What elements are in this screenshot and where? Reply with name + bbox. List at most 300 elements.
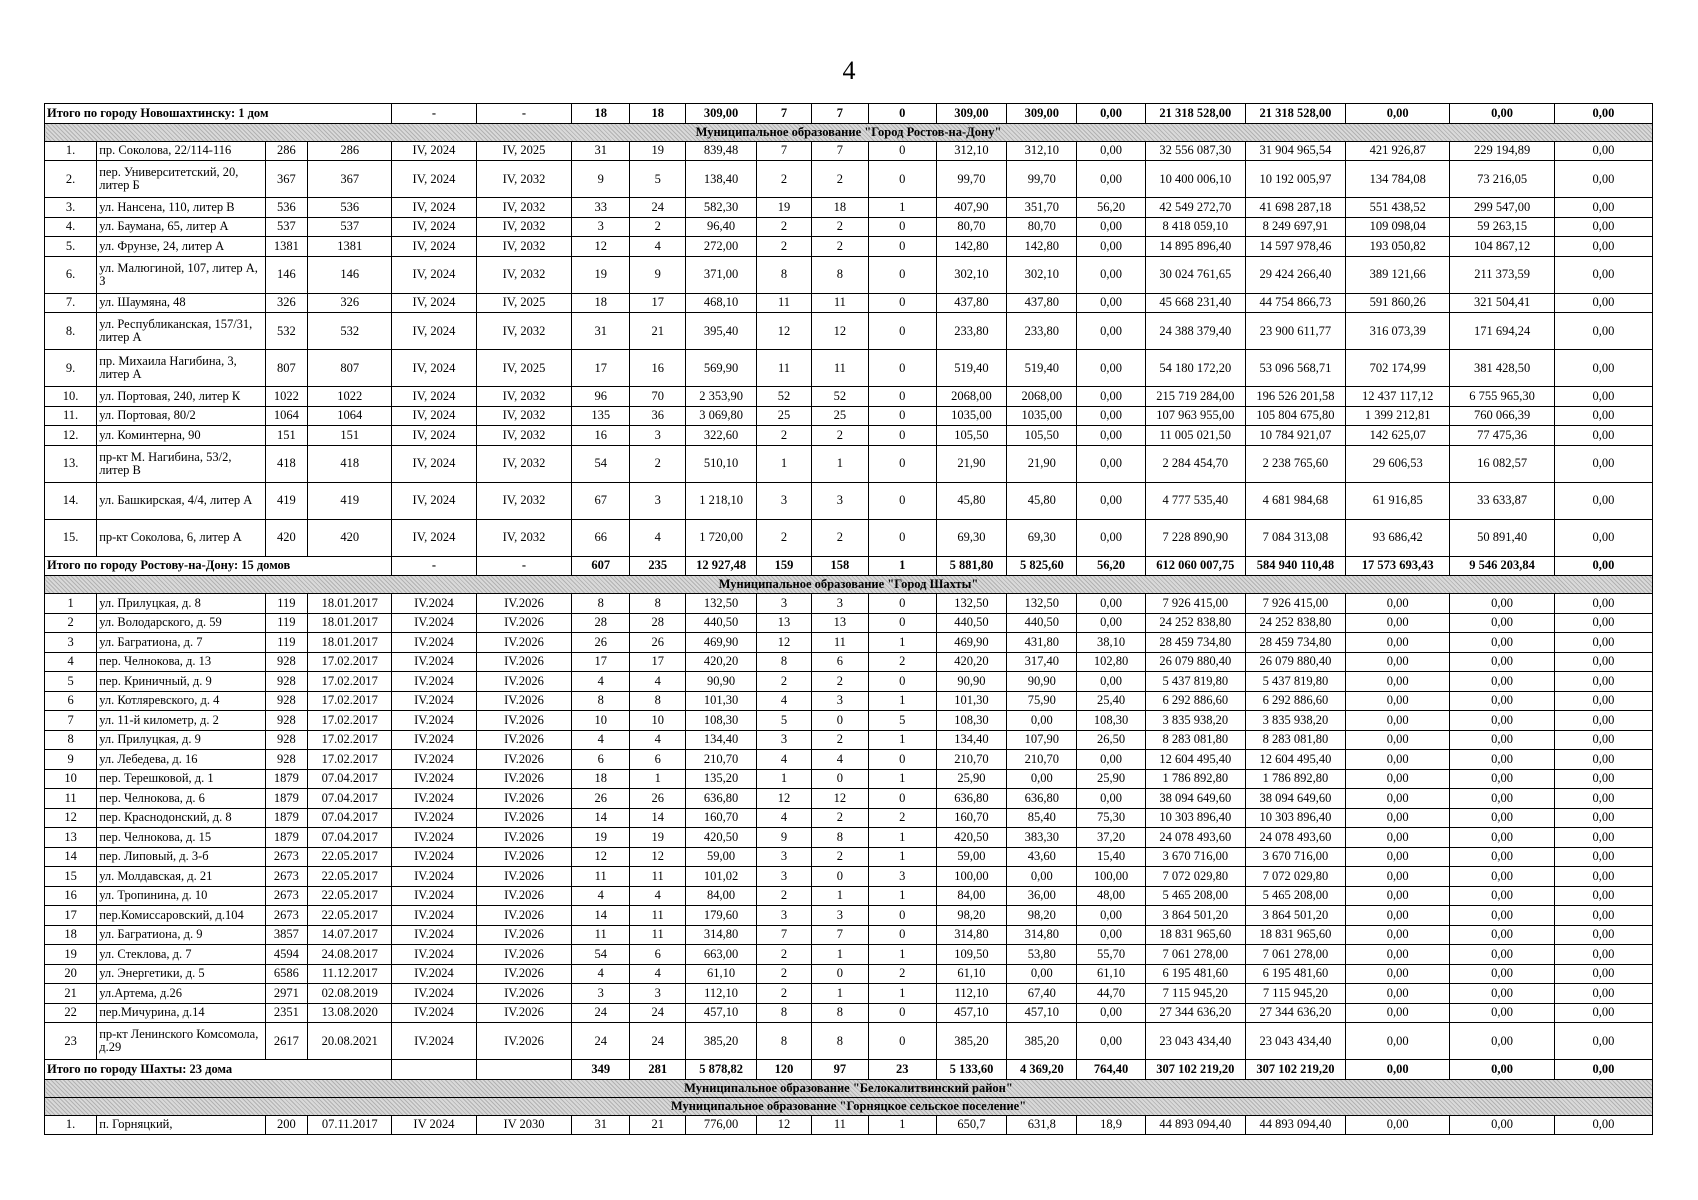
table-cell: IV.2026 (476, 984, 572, 1004)
table-cell: 2673 (265, 886, 308, 906)
table-cell: 272,00 (686, 237, 756, 257)
table-cell: 469,90 (686, 633, 756, 653)
table-cell: IV.2024 (392, 769, 476, 789)
table-cell: 0 (868, 141, 936, 161)
table-cell: 1879 (265, 789, 308, 809)
table-cell: 0,00 (1345, 1023, 1449, 1060)
table-cell: 26 (572, 789, 630, 809)
table-cell: 0,00 (1077, 350, 1145, 387)
total-cell: 0,00 (1077, 104, 1145, 124)
table-cell: 0,00 (1345, 769, 1449, 789)
table-cell: 636,80 (936, 789, 1006, 809)
table-cell: 0 (868, 519, 936, 556)
table-cell: 367 (265, 161, 308, 198)
table-cell: 1879 (265, 828, 308, 848)
table-row (45, 633, 1653, 653)
table-cell: IV 2024 (392, 1115, 476, 1135)
table-cell: 19 (572, 828, 630, 848)
table-cell: 4 (812, 750, 868, 770)
total-cell: 18 (572, 104, 630, 124)
table-cell: 54 180 172,20 (1145, 350, 1245, 387)
house-address: ул. 11-й километр, д. 2 (97, 711, 265, 731)
table-cell: 160,70 (936, 808, 1006, 828)
table-cell: 8 (629, 691, 685, 711)
house-address: пер. Челнокова, д. 13 (97, 652, 265, 672)
table-cell: 0,00 (1345, 613, 1449, 633)
table-cell: 0,00 (1554, 217, 1652, 237)
table-cell: 2 (629, 445, 685, 482)
house-address: ул. Коминтерна, 90 (97, 426, 265, 446)
table-cell: 457,10 (1007, 1003, 1077, 1023)
table-cell: 8 (812, 1023, 868, 1060)
table-cell: 0,00 (1007, 711, 1077, 731)
table-cell: 13.08.2020 (308, 1003, 392, 1023)
total-label: Итого по городу Ростову-на-Дону: 15 домов (45, 556, 392, 576)
table-cell: 0,00 (1077, 217, 1145, 237)
table-cell: 1 399 212,81 (1345, 406, 1449, 426)
table-cell: 44 893 094,40 (1145, 1115, 1245, 1135)
table-cell: 28 (629, 613, 685, 633)
table-cell: 19 (756, 198, 811, 218)
table-cell: 8 (812, 1003, 868, 1023)
table-cell: 537 (308, 217, 392, 237)
table-cell: 23 900 611,77 (1245, 313, 1345, 350)
section-header-row (45, 1079, 1653, 1097)
total-cell: 0 (868, 104, 936, 124)
table-cell: 28 459 734,80 (1245, 633, 1345, 653)
table-cell: 132,50 (686, 594, 756, 614)
table-cell: 0 (868, 482, 936, 519)
total-cell: 0,00 (1450, 1060, 1554, 1080)
house-address: пер. Криничный, д. 9 (97, 672, 265, 692)
table-cell: 3 (629, 426, 685, 446)
table-cell: IV, 2024 (392, 161, 476, 198)
table-cell: 1 (868, 633, 936, 653)
house-address: ул. Прилуцкая, д. 9 (97, 730, 265, 750)
table-cell: 12 437 117,12 (1345, 387, 1449, 407)
table-cell: 0,00 (1450, 925, 1554, 945)
table-cell: 0 (812, 964, 868, 984)
table-cell: 1 (868, 691, 936, 711)
table-cell: 0,00 (1554, 313, 1652, 350)
table-cell: 75,90 (1007, 691, 1077, 711)
house-address: ул. Республиканская, 157/31, литер А (97, 313, 265, 350)
row-number: 6 (45, 691, 97, 711)
table-cell: 5 (756, 711, 811, 731)
row-number: 16 (45, 886, 97, 906)
table-cell: 11 (812, 293, 868, 313)
table-cell: 6 195 481,60 (1245, 964, 1345, 984)
table-cell: 420,50 (936, 828, 1006, 848)
table-cell: 1064 (265, 406, 308, 426)
table-cell: 53,80 (1007, 945, 1077, 965)
row-number: 12. (45, 426, 97, 446)
total-cell (392, 1060, 476, 1080)
table-cell: 928 (265, 691, 308, 711)
table-cell: 24 252 838,80 (1245, 613, 1345, 633)
table-cell: 31 904 965,54 (1245, 141, 1345, 161)
table-cell: 1 (868, 945, 936, 965)
table-cell: 0,00 (1554, 828, 1652, 848)
table-cell: 11 (756, 350, 811, 387)
table-cell: 59 263,15 (1450, 217, 1554, 237)
table-cell: 314,80 (936, 925, 1006, 945)
table-cell: 24 (572, 1023, 630, 1060)
total-cell: 12 927,48 (686, 556, 756, 576)
table-cell: 312,10 (936, 141, 1006, 161)
table-cell: 0,00 (1554, 945, 1652, 965)
table-cell: 3 (756, 730, 811, 750)
table-cell: 2 (812, 847, 868, 867)
table-cell: IV, 2024 (392, 387, 476, 407)
table-cell: 760 066,39 (1450, 406, 1554, 426)
table-cell: 31 (572, 313, 630, 350)
table-cell: 431,80 (1007, 633, 1077, 653)
table-cell: 6 755 965,30 (1450, 387, 1554, 407)
table-cell: 14 (572, 906, 630, 926)
table-cell: 3857 (265, 925, 308, 945)
table-cell: 11 (629, 867, 685, 887)
total-cell: 307 102 219,20 (1145, 1060, 1245, 1080)
table-cell: 02.08.2019 (308, 984, 392, 1004)
table-cell: 37,20 (1077, 828, 1145, 848)
table-cell: 56,20 (1077, 198, 1145, 218)
house-address: ул. Тропинина, д. 10 (97, 886, 265, 906)
table-cell: 0,00 (1345, 652, 1449, 672)
table-cell: 0,00 (1554, 293, 1652, 313)
table-cell: 54 (572, 445, 630, 482)
house-address: ул. Башкирская, 4/4, литер А (97, 482, 265, 519)
table-cell: 381 428,50 (1450, 350, 1554, 387)
table-cell: 8 (756, 1003, 811, 1023)
table-cell: 4 (572, 964, 630, 984)
table-cell: 519,40 (1007, 350, 1077, 387)
table-cell: 28 459 734,80 (1145, 633, 1245, 653)
table-cell: IV, 2032 (476, 237, 572, 257)
table-cell: 0,00 (1077, 519, 1145, 556)
table-cell: 07.04.2017 (308, 789, 392, 809)
table-cell: 135 (572, 406, 630, 426)
table-cell: IV, 2032 (476, 161, 572, 198)
table-cell: 52 (756, 387, 811, 407)
table-cell: 0 (868, 445, 936, 482)
table-cell: 11 (572, 925, 630, 945)
table-cell: 0 (868, 906, 936, 926)
table-cell: 302,10 (1007, 256, 1077, 293)
table-cell: 12 (629, 847, 685, 867)
table-cell: 93 686,42 (1345, 519, 1449, 556)
total-cell: 56,20 (1077, 556, 1145, 576)
row-number: 23 (45, 1023, 97, 1060)
table-cell: 179,60 (686, 906, 756, 926)
table-cell: IV, 2024 (392, 313, 476, 350)
total-cell: 0,00 (1450, 104, 1554, 124)
table-cell: 07.04.2017 (308, 828, 392, 848)
table-cell: 54 (572, 945, 630, 965)
section-title: Муниципальное образование "Город Шахты" (45, 576, 1653, 594)
table-row (45, 1115, 1653, 1135)
table-cell: 102,80 (1077, 652, 1145, 672)
table-cell: 9 (756, 828, 811, 848)
table-cell: 100,00 (936, 867, 1006, 887)
row-number: 15. (45, 519, 97, 556)
table-cell: 3 (756, 594, 811, 614)
house-address: пер.Мичурина, д.14 (97, 1003, 265, 1023)
table-cell: 316 073,39 (1345, 313, 1449, 350)
table-cell: 26 (629, 633, 685, 653)
table-cell: 0 (812, 867, 868, 887)
table-cell: 0,00 (1554, 886, 1652, 906)
table-row (45, 789, 1653, 809)
table-row (45, 847, 1653, 867)
total-row (45, 556, 1653, 576)
table-cell: 11 (629, 906, 685, 926)
table-cell: 0,00 (1450, 730, 1554, 750)
table-cell: 0,00 (1345, 925, 1449, 945)
total-cell: 0,00 (1345, 1060, 1449, 1080)
table-cell: 6 292 886,60 (1145, 691, 1245, 711)
table-cell: 420,20 (686, 652, 756, 672)
table-cell: 2673 (265, 867, 308, 887)
table-cell: 0 (868, 161, 936, 198)
table-cell: 1 (868, 847, 936, 867)
table-cell: 11 (756, 293, 811, 313)
total-cell (476, 1060, 572, 1080)
house-address: ул. Портовая, 240, литер К (97, 387, 265, 407)
table-cell: IV.2024 (392, 886, 476, 906)
table-cell: 1879 (265, 769, 308, 789)
table-cell: 0,00 (1450, 711, 1554, 731)
table-cell: 32 556 087,30 (1145, 141, 1245, 161)
table-cell: 18 (572, 293, 630, 313)
table-cell: 5 (629, 161, 685, 198)
total-cell: 5 878,82 (686, 1060, 756, 1080)
table-cell: 18.01.2017 (308, 613, 392, 633)
table-cell: 7 (756, 925, 811, 945)
table-cell: 8 (812, 828, 868, 848)
table-cell: 1 (868, 984, 936, 1004)
table-cell: 0,00 (1007, 867, 1077, 887)
table-cell: 326 (265, 293, 308, 313)
table-cell: IV, 2032 (476, 426, 572, 446)
table-cell: 193 050,82 (1345, 237, 1449, 257)
house-address: ул. Портовая, 80/2 (97, 406, 265, 426)
table-cell: 25 (812, 406, 868, 426)
table-cell: 11 005 021,50 (1145, 426, 1245, 446)
table-cell: 84,00 (936, 886, 1006, 906)
table-cell: 90,90 (936, 672, 1006, 692)
table-cell: 14 597 978,46 (1245, 237, 1345, 257)
table-cell: 7 061 278,00 (1145, 945, 1245, 965)
table-cell: 4 (629, 672, 685, 692)
table-cell: 1 (812, 886, 868, 906)
table-cell: 510,10 (686, 445, 756, 482)
table-cell: 20.08.2021 (308, 1023, 392, 1060)
table-cell: 16 082,57 (1450, 445, 1554, 482)
table-cell: 8 (812, 256, 868, 293)
total-cell: 5 825,60 (1007, 556, 1077, 576)
table-cell: IV.2026 (476, 886, 572, 906)
table-cell: 8 (756, 256, 811, 293)
table-cell: IV.2026 (476, 964, 572, 984)
section-header-row (45, 576, 1653, 594)
table-cell: IV, 2024 (392, 293, 476, 313)
table-cell: 4 (756, 808, 811, 828)
total-label: Итого по городу Новошахтинску: 1 дом (45, 104, 392, 124)
table-cell: 0,00 (1077, 672, 1145, 692)
table-cell: 50 891,40 (1450, 519, 1554, 556)
table-cell: 0,00 (1077, 445, 1145, 482)
table-cell: 420,20 (936, 652, 1006, 672)
table-cell: 21,90 (1007, 445, 1077, 482)
row-number: 1 (45, 594, 97, 614)
table-cell: 0,00 (1345, 730, 1449, 750)
table-cell: 108,30 (936, 711, 1006, 731)
table-cell: 25 (756, 406, 811, 426)
table-cell: IV.2026 (476, 652, 572, 672)
house-address: п. Горняцкий, (97, 1115, 265, 1135)
table-cell: 24 (629, 1003, 685, 1023)
table-cell: 0,00 (1077, 906, 1145, 926)
table-cell: 100,00 (1077, 867, 1145, 887)
table-cell: 14 (572, 808, 630, 828)
table-cell: 3 (812, 691, 868, 711)
table-cell: 0,00 (1077, 750, 1145, 770)
table-cell: 3 (812, 906, 868, 926)
table-cell: 10 (629, 711, 685, 731)
table-cell: 119 (265, 594, 308, 614)
table-cell: 437,80 (936, 293, 1006, 313)
table-cell: 0,00 (1554, 672, 1652, 692)
row-number: 4 (45, 652, 97, 672)
table-cell: 8 283 081,80 (1145, 730, 1245, 750)
table-cell: 0,00 (1554, 198, 1652, 218)
table-cell: 7 072 029,80 (1145, 867, 1245, 887)
table-cell: 2068,00 (936, 387, 1006, 407)
table-cell: IV.2026 (476, 906, 572, 926)
house-address: ул. Багратиона, д. 9 (97, 925, 265, 945)
table-cell: 07.04.2017 (308, 769, 392, 789)
table-cell: 702 174,99 (1345, 350, 1449, 387)
table-cell: IV.2026 (476, 789, 572, 809)
table-cell: IV.2024 (392, 828, 476, 848)
table-cell: 0,00 (1450, 633, 1554, 653)
table-cell: 0,00 (1345, 906, 1449, 926)
table-row (45, 594, 1653, 614)
table-cell: 928 (265, 672, 308, 692)
table-cell: 469,90 (936, 633, 1006, 653)
table-cell: 2 (812, 161, 868, 198)
table-cell: 0,00 (1077, 925, 1145, 945)
table-cell: 0,00 (1450, 1023, 1554, 1060)
table-cell: 7 084 313,08 (1245, 519, 1345, 556)
table-cell: 99,70 (936, 161, 1006, 198)
table-cell: 61,10 (1077, 964, 1145, 984)
table-cell: 75,30 (1077, 808, 1145, 828)
table-cell: 3 835 938,20 (1245, 711, 1345, 731)
table-cell: 6 (629, 750, 685, 770)
table-cell: 36 (629, 406, 685, 426)
table-cell: 2 (868, 652, 936, 672)
table-cell: 0,00 (1554, 519, 1652, 556)
table-cell: 0,00 (1345, 847, 1449, 867)
row-number: 1. (45, 1115, 97, 1135)
table-cell: 104 867,12 (1450, 237, 1554, 257)
table-cell: 26 (629, 789, 685, 809)
house-address: ул. Малюгиной, 107, литер А, З (97, 256, 265, 293)
table-cell: 418 (265, 445, 308, 482)
table-cell: 0,00 (1345, 808, 1449, 828)
row-number: 2 (45, 613, 97, 633)
table-cell: 13 (812, 613, 868, 633)
table-cell: 109 098,04 (1345, 217, 1449, 237)
table-cell: 0,00 (1007, 769, 1077, 789)
table-cell: 0,00 (1077, 406, 1145, 426)
table-cell: 151 (265, 426, 308, 446)
table-cell: 0 (868, 594, 936, 614)
table-cell: 1 (868, 828, 936, 848)
table-cell: 26 (572, 633, 630, 653)
table-cell: IV 2030 (476, 1115, 572, 1135)
table-cell: 7 115 945,20 (1245, 984, 1345, 1004)
table-cell: 312,10 (1007, 141, 1077, 161)
total-cell: 307 102 219,20 (1245, 1060, 1345, 1080)
table-cell: IV.2026 (476, 867, 572, 887)
table-cell: IV, 2024 (392, 350, 476, 387)
table-cell: IV.2024 (392, 594, 476, 614)
table-cell: 7 926 415,00 (1245, 594, 1345, 614)
table-row (45, 256, 1653, 293)
table-cell: 4 (756, 750, 811, 770)
table-cell: 138,40 (686, 161, 756, 198)
table-cell: 4 681 984,68 (1245, 482, 1345, 519)
table-cell: 7 228 890,90 (1145, 519, 1245, 556)
table-cell: 12 (756, 633, 811, 653)
total-cell: 612 060 007,75 (1145, 556, 1245, 576)
table-row (45, 730, 1653, 750)
house-address: ул. Молдавская, д. 21 (97, 867, 265, 887)
table-cell: 4 (629, 886, 685, 906)
table-cell: 8 (756, 1023, 811, 1060)
table-cell: 9 (572, 161, 630, 198)
table-cell: 2 (756, 984, 811, 1004)
table-cell: 67 (572, 482, 630, 519)
table-row (45, 945, 1653, 965)
table-cell: 17.02.2017 (308, 652, 392, 672)
table-cell: 6586 (265, 964, 308, 984)
table-cell: 0,00 (1345, 633, 1449, 653)
house-address: пер. Челнокова, д. 15 (97, 828, 265, 848)
total-cell: 309,00 (936, 104, 1006, 124)
table-cell: 0,00 (1345, 945, 1449, 965)
table-cell: 171 694,24 (1450, 313, 1554, 350)
table-cell: 8 (756, 652, 811, 672)
table-cell: IV, 2025 (476, 350, 572, 387)
table-row (45, 482, 1653, 519)
table-cell: IV.2024 (392, 613, 476, 633)
table-cell: 18.01.2017 (308, 633, 392, 653)
table-cell: 112,10 (686, 984, 756, 1004)
house-address: ул. Прилуцкая, д. 8 (97, 594, 265, 614)
table-cell: 18 (812, 198, 868, 218)
table-cell: 631,8 (1007, 1115, 1077, 1135)
table-cell: 351,70 (1007, 198, 1077, 218)
total-cell: 0,00 (1345, 104, 1449, 124)
table-cell: 2673 (265, 906, 308, 926)
table-cell: 420 (308, 519, 392, 556)
row-number: 6. (45, 256, 97, 293)
house-address: ул. Багратиона, д. 7 (97, 633, 265, 653)
